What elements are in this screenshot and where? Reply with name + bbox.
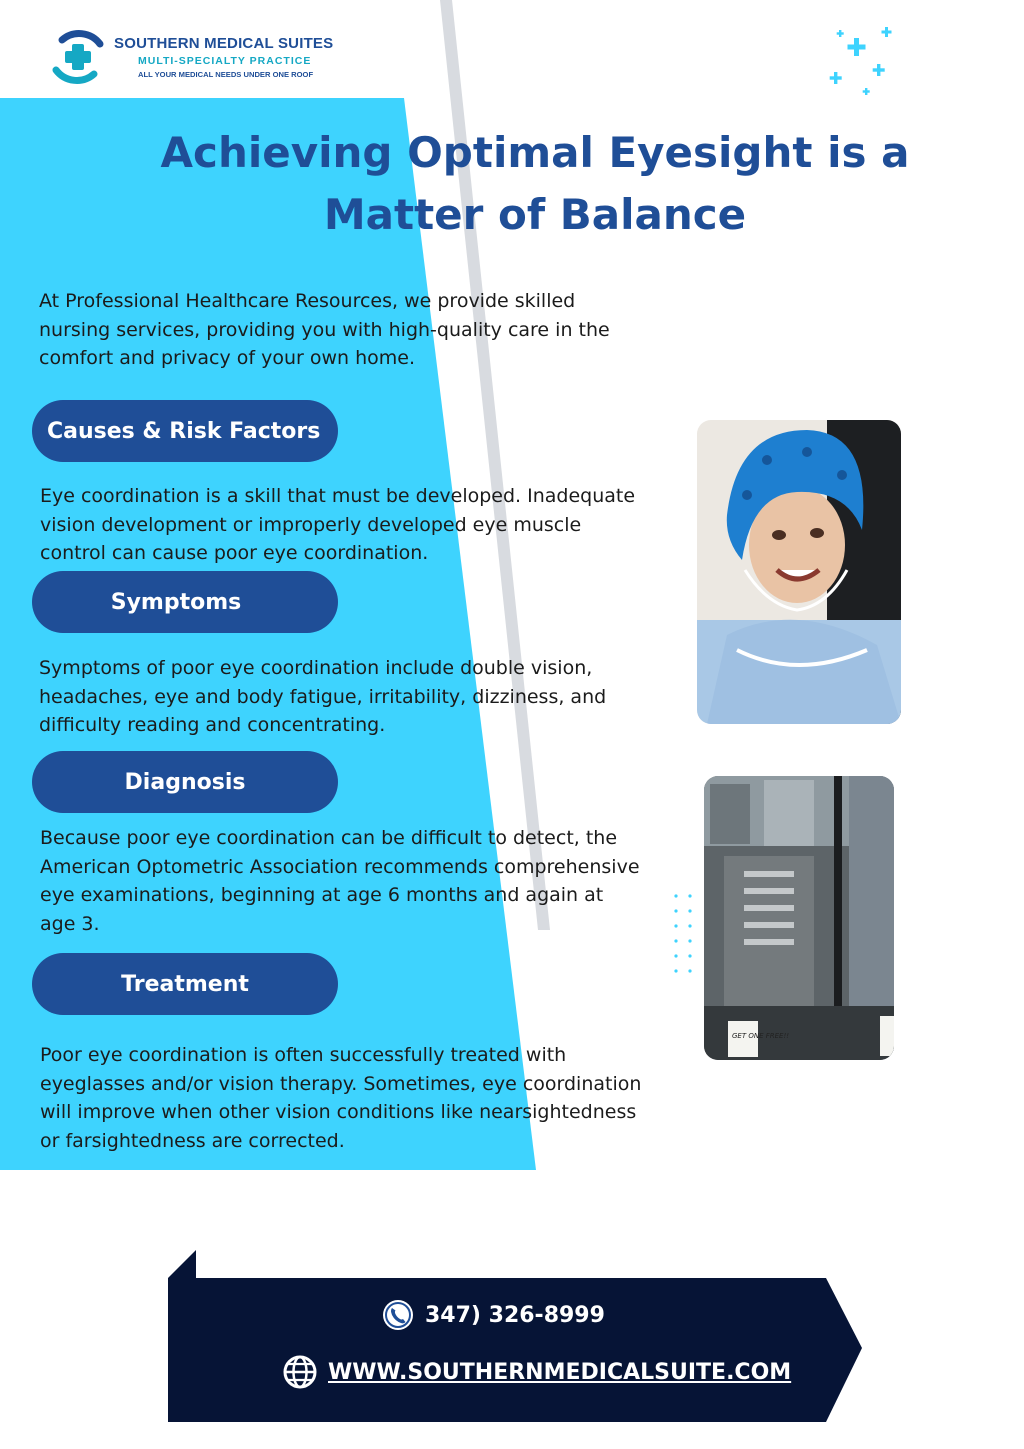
dot-grid-decoration: [672, 892, 696, 976]
heading-causes-risk-factors: Causes & Risk Factors: [32, 400, 338, 462]
intro-text: At Professional Healthcare Resources, we provide skilled nursing services, providing you with high-quality care in the comfort and privacy of your own home.: [39, 290, 610, 369]
child-eeg-cap-photo: [697, 420, 901, 724]
website-link[interactable]: [282, 1354, 791, 1390]
page-title: Achieving Optimal Eyesight is a Matter of Balance: [160, 128, 910, 239]
footer-banner: [168, 1250, 868, 1428]
brand-tagline: ALL YOUR MEDICAL NEEDS UNDER ONE ROOF: [138, 70, 314, 79]
globe-icon: [282, 1354, 318, 1390]
phone-icon: [381, 1298, 415, 1332]
heading-treatment: Treatment: [32, 953, 338, 1015]
heading-diagnosis: Diagnosis: [32, 751, 338, 813]
heading-symptoms: Symptoms: [32, 571, 338, 633]
brand-name: SOUTHERN MEDICAL SUITES: [114, 35, 334, 52]
website-url: WWW.SOUTHERNMEDICALSUITE.COM: [328, 1359, 792, 1385]
phone-contact[interactable]: [381, 1298, 605, 1332]
optical-storefront-photo: [704, 776, 894, 1060]
brand-subtitle: MULTI-SPECIALTY PRACTICE: [138, 55, 312, 67]
causes-body: Eye coordination is a skill that must be developed. Inadequate vision development or improperly developed eye muscle control can cause poor eye coordination.: [40, 485, 636, 564]
symptoms-body: Symptoms of poor eye coordination include double vision, headaches, eye and body fatigue, irritability, dizziness, and difficulty reading and concentrating.: [39, 657, 607, 736]
storefront-sign-text: GET ONE FREE!!: [732, 1032, 790, 1040]
sparkle-crosses-icon: [826, 24, 898, 100]
medical-cross-icon: [50, 26, 106, 88]
phone-number: 347) 326-8999: [425, 1302, 605, 1328]
treatment-body: Poor eye coordination is often successfully treated with eyeglasses and/or vision therapy. Sometimes, eye coordination will improve when other vision conditions like nearsightedness or farsightedness are corrected.: [40, 1044, 642, 1152]
brand-logo[interactable]: [50, 26, 333, 88]
diagnosis-body: Because poor eye coordination can be difficult to detect, the American Optometric Association recommends comprehensive eye examinations, beginning at age 6 months and again at age 3.: [40, 827, 640, 935]
